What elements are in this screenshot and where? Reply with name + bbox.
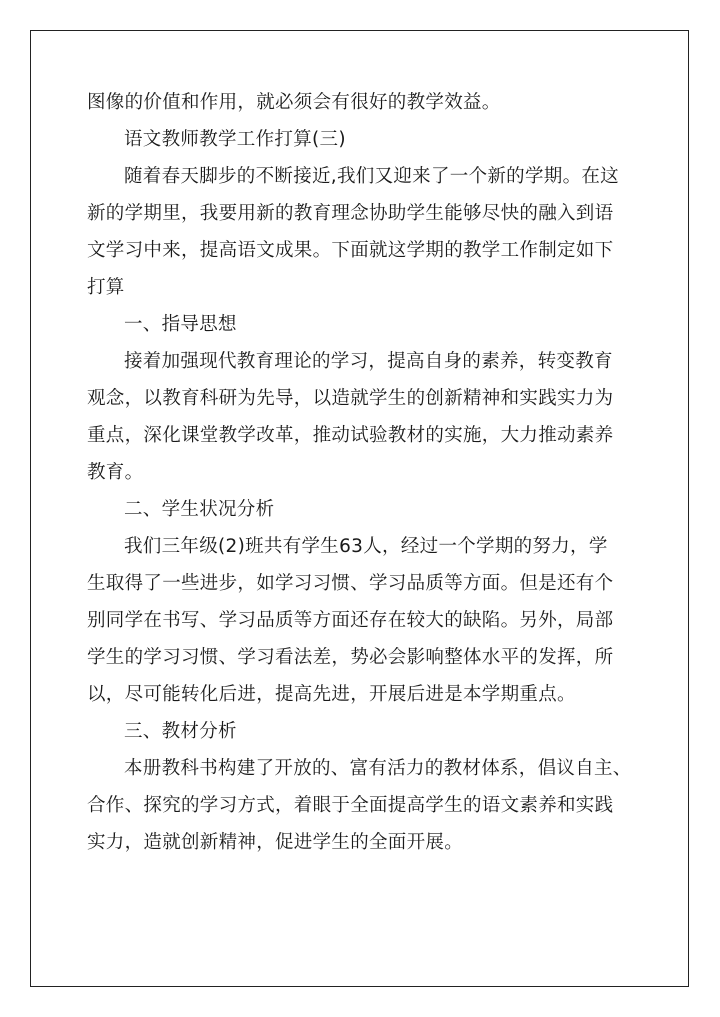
student-paragraph-line: 我们三年级(2)班共有学生63人，经过一个学期的努力，学 [124,536,608,557]
guiding-paragraph-line: 重点，深化课堂教学改革，推动试验教材的实施，大力推动素养 [87,425,614,446]
student-paragraph-line: 生取得了一些进步，如学习习惯、学习品质等方面。但是还有个 [87,573,614,594]
section-title: 语文教师教学工作打算(三) [124,129,346,150]
paragraph-continuation: 图像的价值和作用，就必须会有很好的教学效益。 [87,92,501,113]
guiding-paragraph-line: 接着加强现代教育理论的学习，提高自身的素养，转变教育 [124,351,613,372]
guiding-paragraph-line: 观念，以教育科研为先导，以造就学生的创新精神和实践实力为 [87,388,614,409]
student-paragraph-line: 别同学在书写、学习品质等方面还存在较大的缺陷。另外，局部 [87,610,614,631]
heading-student-analysis: 二、学生状况分析 [124,499,275,520]
guiding-paragraph-line: 教育。 [87,462,144,483]
intro-paragraph-line: 打算 [87,277,125,298]
textbook-paragraph-line: 合作、探究的学习方式，着眼于全面提高学生的语文素养和实践 [87,795,614,816]
intro-paragraph-line: 新的学期里，我要用新的教育理念协助学生能够尽快的融入到语 [87,203,614,224]
student-paragraph-line: 以，尽可能转化后进，提高先进，开展后进是本学期重点。 [87,684,576,705]
student-paragraph-line: 学生的学习习惯、学习看法差，势必会影响整体水平的发挥，所 [87,647,614,668]
textbook-paragraph-line: 实力，造就创新精神，促进学生的全面开展。 [87,832,464,853]
intro-paragraph-line: 文学习中来，提高语文成果。下面就这学期的教学工作制定如下 [87,240,614,261]
heading-guiding-ideology: 一、指导思想 [124,314,237,335]
document-body [87,84,637,861]
heading-textbook-analysis: 三、教材分析 [124,721,237,742]
textbook-paragraph-line: 本册教科书构建了开放的、富有活力的教材体系，倡议自主、 [124,758,632,779]
intro-paragraph-line: 随着春天脚步的不断接近,我们又迎来了一个新的学期。在这 [124,166,619,187]
